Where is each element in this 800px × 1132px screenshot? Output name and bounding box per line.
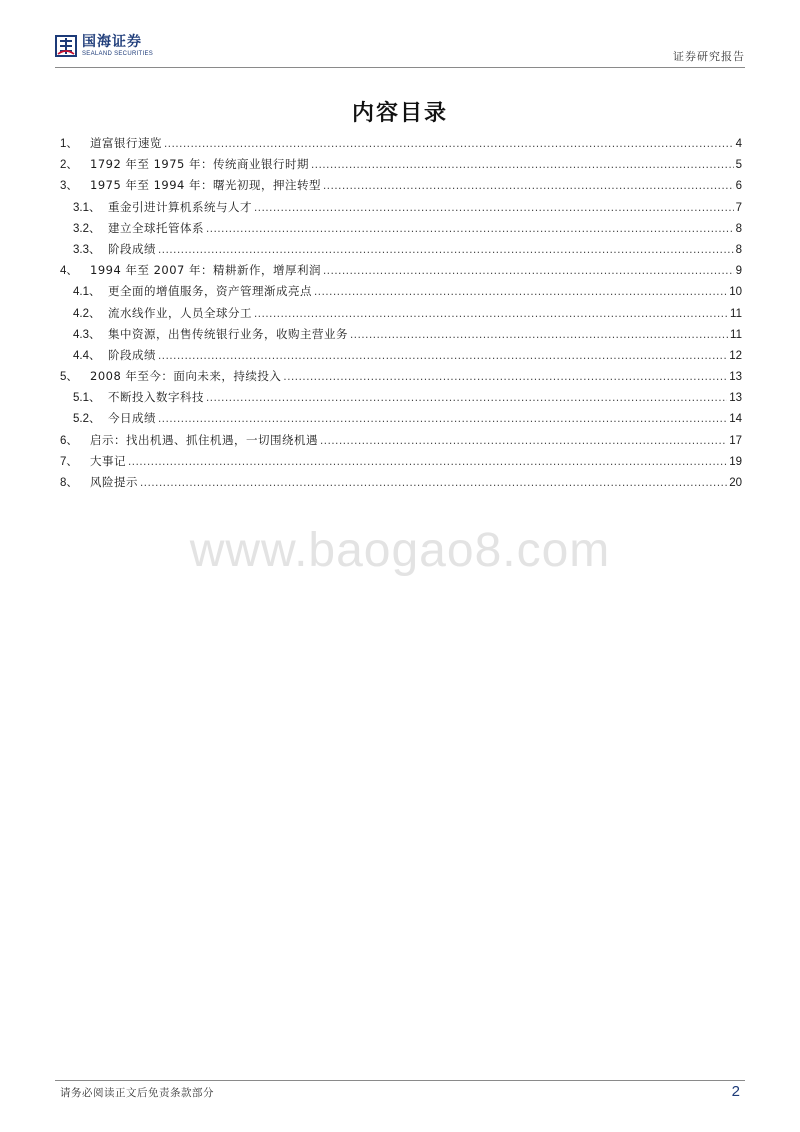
- footer-disclaimer: 请务必阅读正文后免责条款部分: [60, 1087, 214, 1099]
- toc-entry-number: 5、: [60, 371, 78, 384]
- toc-entry-page[interactable]: 19: [729, 455, 742, 468]
- toc-entry[interactable]: [60, 408, 742, 429]
- toc-entry-title[interactable]: 今日成绩: [108, 411, 156, 426]
- toc-dot-leader: [314, 281, 727, 303]
- toc-entry-number: 2、: [60, 159, 78, 172]
- header-divider: [55, 67, 745, 68]
- toc-entry-page[interactable]: 4: [735, 138, 742, 150]
- toc-entry-page[interactable]: 8: [735, 243, 742, 256]
- toc-dot-leader: [158, 239, 734, 261]
- toc-entry-number: 5.2、: [73, 413, 101, 426]
- toc-dot-leader: [206, 218, 734, 240]
- toc-entry[interactable]: [60, 366, 742, 387]
- toc-entry[interactable]: [60, 387, 742, 408]
- toc-dot-leader: [254, 197, 734, 219]
- toc-entry[interactable]: [60, 218, 742, 239]
- toc-entry-title[interactable]: 重金引进计算机系统与人才: [108, 199, 252, 214]
- toc-entry-number: 5.1、: [73, 392, 101, 405]
- toc-entry-title[interactable]: 风险提示: [90, 475, 138, 489]
- toc-entry-number: 3.2、: [73, 222, 101, 235]
- toc-entry-title[interactable]: 1975 年至 1994 年：曙光初现，押注转型: [90, 178, 321, 193]
- toc-entry-title[interactable]: 道富银行速览: [90, 136, 162, 150]
- toc-entry-page[interactable]: 11: [730, 307, 742, 320]
- toc-entry-title[interactable]: 2008 年至今：面向未来，持续投入: [90, 369, 282, 384]
- toc-entry-page[interactable]: 20: [729, 477, 742, 489]
- toc-entry[interactable]: [60, 239, 742, 260]
- toc-entry-title[interactable]: 启示：找出机遇、抓住机遇，一切围绕机遇: [90, 432, 318, 447]
- toc-entry-page[interactable]: 14: [729, 413, 742, 426]
- toc-dot-leader: [323, 175, 734, 197]
- page-header: [55, 34, 745, 68]
- toc-entry-title[interactable]: 阶段成绩: [108, 347, 156, 362]
- toc-entry-page[interactable]: 9: [735, 265, 742, 278]
- toc-entry[interactable]: [60, 133, 742, 154]
- toc-entry[interactable]: [60, 175, 742, 196]
- toc-entry-title[interactable]: 集中资源，出售传统银行业务，收购主营业务: [108, 326, 348, 341]
- toc-entry-page[interactable]: 12: [729, 349, 742, 362]
- company-logo: [55, 34, 153, 58]
- toc-dot-leader: [206, 387, 727, 409]
- logo-english-name: SEALAND SECURITIES: [82, 51, 154, 57]
- toc-entry-page[interactable]: 13: [729, 392, 742, 405]
- toc-title: 内容目录: [351, 101, 448, 126]
- toc-dot-leader: [254, 303, 728, 325]
- toc-dot-leader: [164, 133, 734, 155]
- footer-divider: [55, 1080, 745, 1081]
- toc-entry[interactable]: [60, 345, 742, 366]
- toc-entry-number: 8、: [60, 477, 78, 489]
- toc-entry-number: 3、: [60, 180, 78, 193]
- toc-entry-title[interactable]: 1994 年至 2007 年：精耕新作，增厚利润: [90, 263, 321, 278]
- toc-entry-number: 6、: [60, 434, 78, 447]
- toc-dot-leader: [350, 324, 728, 346]
- toc-entry-title[interactable]: 建立全球托管体系: [108, 220, 204, 235]
- toc-entry-number: 3.3、: [73, 243, 101, 256]
- toc-entry[interactable]: [60, 472, 742, 493]
- toc-dot-leader: [158, 408, 727, 430]
- toc-entry[interactable]: [60, 324, 742, 345]
- table-of-contents: [60, 133, 742, 493]
- toc-entry[interactable]: [60, 197, 742, 218]
- toc-entry-page[interactable]: 13: [729, 371, 742, 384]
- toc-entry-page[interactable]: 17: [729, 434, 742, 447]
- toc-entry-number: 4、: [60, 265, 78, 278]
- toc-dot-leader: [140, 472, 727, 494]
- toc-entry-number: 4.3、: [73, 328, 101, 341]
- page-number: 2: [731, 1083, 740, 1100]
- toc-entry[interactable]: [60, 260, 742, 281]
- toc-dot-leader: [311, 154, 734, 176]
- toc-entry-page[interactable]: 5: [735, 159, 742, 172]
- toc-entry-page[interactable]: 8: [735, 222, 742, 235]
- toc-entry-number: 1、: [60, 138, 78, 150]
- toc-entry-title[interactable]: 不断投入数字科技: [108, 390, 204, 405]
- toc-entry-page[interactable]: 10: [729, 286, 742, 299]
- toc-entry-number: 7、: [60, 455, 78, 468]
- toc-dot-leader: [323, 260, 734, 282]
- report-type-label: 证券研究报告: [673, 50, 745, 63]
- toc-dot-leader: [128, 451, 727, 473]
- toc-dot-leader: [283, 366, 727, 388]
- logo-chinese-name: 国海证券: [82, 34, 142, 50]
- sealand-logo-icon: [55, 34, 77, 58]
- toc-entry[interactable]: [60, 281, 742, 302]
- toc-dot-leader: [158, 345, 727, 367]
- toc-entry-title[interactable]: 流水线作业，人员全球分工: [108, 305, 252, 320]
- toc-entry-title[interactable]: 1792 年至 1975 年：传统商业银行时期: [90, 157, 309, 172]
- toc-entry[interactable]: [60, 303, 742, 324]
- toc-entry-number: 4.2、: [73, 307, 101, 320]
- toc-entry[interactable]: [60, 154, 742, 175]
- toc-entry-page[interactable]: 7: [735, 201, 742, 214]
- toc-entry-page[interactable]: 11: [730, 328, 742, 341]
- toc-entry[interactable]: [60, 430, 742, 451]
- toc-entry-number: 3.1、: [73, 201, 101, 214]
- toc-entry-title[interactable]: 阶段成绩: [108, 241, 156, 256]
- toc-entry-title[interactable]: 更全面的增值服务，资产管理渐成亮点: [108, 284, 312, 299]
- toc-dot-leader: [320, 430, 727, 452]
- toc-entry-number: 4.4、: [73, 349, 101, 362]
- watermark: www.baogao8.com: [189, 524, 611, 577]
- toc-entry-title[interactable]: 大事记: [90, 453, 126, 468]
- toc-entry-number: 4.1、: [73, 286, 101, 299]
- toc-entry-page[interactable]: 6: [735, 180, 742, 193]
- toc-entry[interactable]: [60, 451, 742, 472]
